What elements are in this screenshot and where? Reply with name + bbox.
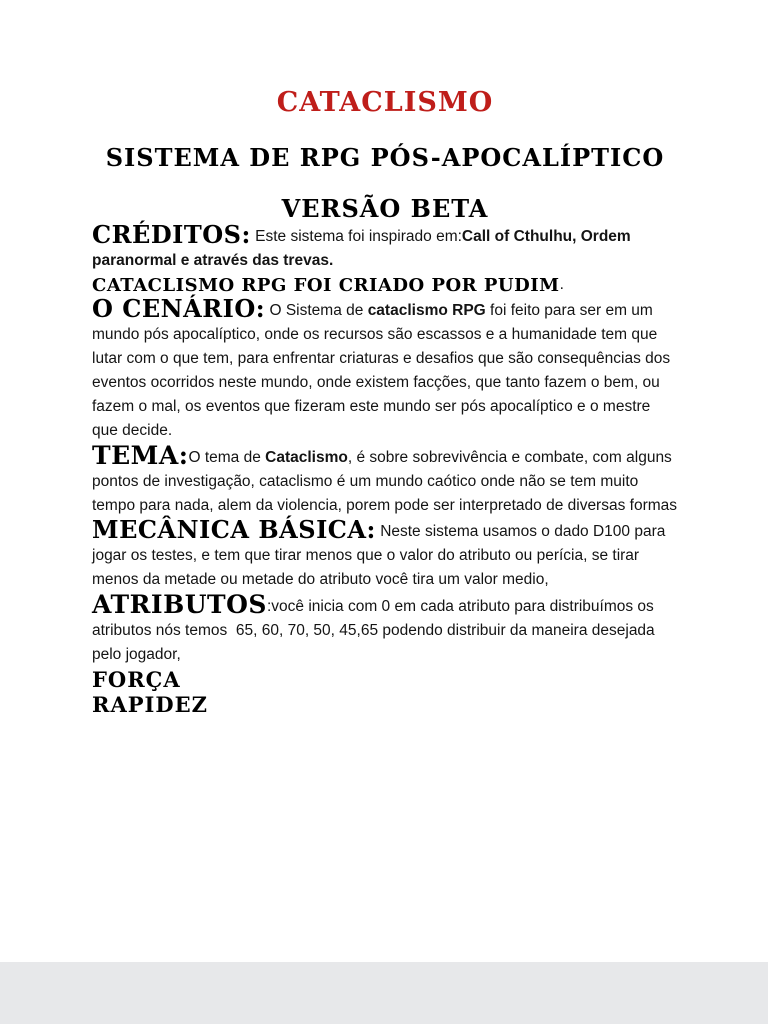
tema-text-1: O tema de	[188, 448, 266, 466]
created-by-heading: CATACLISMO RPG FOI CRIADO POR PUDIM	[92, 274, 560, 296]
cenario-paragraph	[92, 293, 678, 443]
tema-text-bold: Cataclismo	[265, 448, 348, 466]
credits-text: Este sistema foi inspirado em:	[255, 227, 462, 245]
atributos-heading: ATRIBUTOS	[92, 589, 267, 619]
cenario-heading: O CENÁRIO:	[92, 293, 266, 323]
cenario-text-1: O Sistema de	[269, 301, 368, 319]
mecanica-heading: MECÂNICA BÁSICA:	[92, 514, 376, 544]
document-subtitle: SISTEMA DE RPG PÓS-APOCALÍPTICO	[105, 142, 665, 172]
viewer-background	[0, 962, 768, 1024]
cenario-text-bold: cataclismo RPG	[367, 301, 486, 319]
tema-heading: TEMA:	[92, 440, 189, 470]
atributos-paragraph	[92, 589, 678, 667]
credits-heading: CRÉDITOS:	[92, 219, 251, 249]
cenario-text-2: foi feito para ser em um mundo pós apocalíptico, onde os recursos são escassos e a humanidade tem que lutar com o que tem, para enfrentar criaturas e desafios que são consequências dos eventos ocorridos neste mundo, onde existem facções, que tanto fazem o bem, ou fazem o mal, os eventos que fizeram este mundo ser pós apocalíptico e o mestre que decide.	[92, 301, 671, 439]
tema-paragraph	[92, 440, 678, 518]
rapidez-heading-text: RAPIDEZ	[92, 691, 208, 717]
credits-paragraph	[92, 219, 678, 273]
mecanica-text: Neste sistema usamos o dado D100 para jogar os testes, e tem que tirar menos que o valor do atributo ou perícia, se tirar menos da metade ou metade do atributo você tira um valor medio,	[92, 522, 666, 588]
credits-text-bold: Call of Cthulhu, Ordem paranormal e através das trevas.	[92, 227, 631, 269]
forca-heading	[92, 667, 678, 692]
document-version: VERSÃO BETA	[281, 194, 489, 224]
document-title: CATACLISMO	[276, 87, 494, 118]
tema-text-2: , é sobre sobrevivência e combate, com alguns pontos de investigação, cataclismo é um mundo caótico onde não se tem muito tempo para nada, alem da violencia, porem pode ser interpretado de diversas formas	[92, 448, 678, 514]
created-by-period: .	[559, 275, 564, 293]
atributos-text: :você inicia com 0 em cada atributo para distribuímos os atributos nós temos 65, 60, 70, 50, 45,65 podendo distribuir da maneira desejada pelo jogador,	[92, 597, 659, 663]
mecanica-paragraph	[92, 514, 678, 592]
forca-heading-text: FORÇA	[92, 666, 181, 692]
rapidez-heading	[92, 692, 678, 717]
